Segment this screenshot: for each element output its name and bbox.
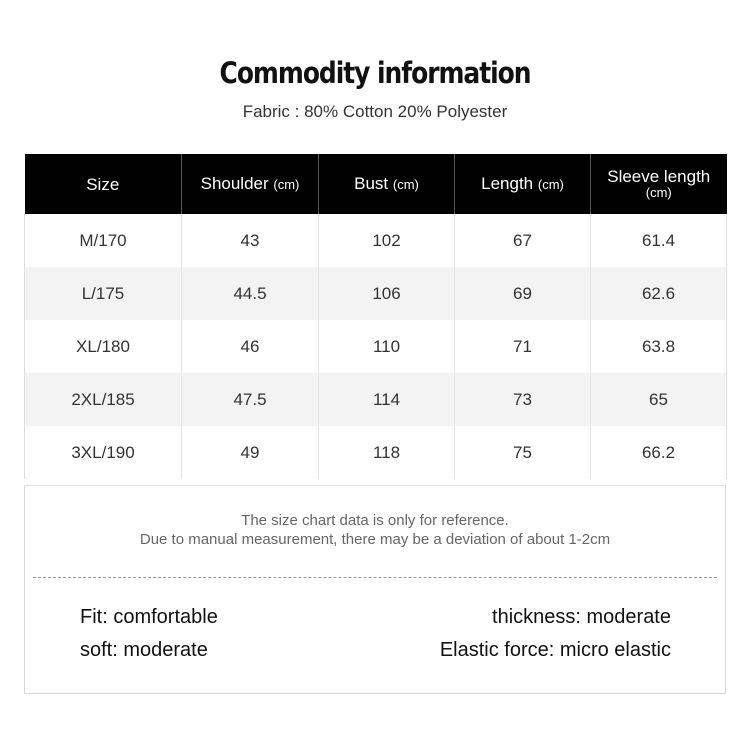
product-details-box	[24, 485, 726, 694]
column-header-size	[25, 154, 182, 214]
table-row	[25, 267, 727, 320]
size-chart	[24, 154, 726, 479]
cell-sleeve-length: 65	[591, 373, 727, 426]
cell-length: 75	[455, 426, 591, 479]
cell-sleeve-length: 62.6	[591, 267, 727, 320]
thickness-attribute: thickness: moderate	[492, 606, 671, 628]
column-header-length	[455, 154, 591, 214]
cell-bust: 106	[319, 267, 455, 320]
column-header-label: Sleeve length	[607, 166, 711, 186]
cell-bust: 110	[319, 320, 455, 373]
column-header-sleeve-length	[591, 154, 727, 214]
cell-size: M/170	[25, 214, 182, 267]
column-header-label: Bust	[354, 174, 393, 193]
size-table	[24, 154, 727, 479]
column-header-unit: (cm)	[645, 184, 672, 200]
cell-sleeve-length: 63.8	[591, 320, 727, 373]
cell-length: 73	[455, 373, 591, 426]
table-row	[25, 320, 727, 373]
cell-size: XL/180	[25, 320, 182, 373]
column-header-shoulder	[182, 154, 319, 214]
cell-shoulder: 44.5	[182, 267, 319, 320]
cell-bust: 118	[319, 426, 455, 479]
cell-shoulder: 46	[182, 320, 319, 373]
column-header-label: Shoulder	[200, 174, 274, 193]
page-title: Commodity information	[219, 56, 531, 90]
cell-sleeve-length: 61.4	[591, 214, 727, 267]
column-header-unit: (cm)	[273, 177, 300, 192]
cell-shoulder: 47.5	[182, 373, 319, 426]
table-header-row	[25, 154, 727, 214]
cell-size: 3XL/190	[25, 426, 182, 479]
table-row	[25, 426, 727, 479]
table-row	[25, 373, 727, 426]
softness-attribute: soft: moderate	[80, 639, 208, 661]
elasticity-attribute: Elastic force: micro elastic	[439, 639, 671, 661]
cell-size: L/175	[25, 267, 182, 320]
cell-length: 69	[455, 267, 591, 320]
cell-bust: 102	[319, 214, 455, 267]
cell-sleeve-length: 66.2	[591, 426, 727, 479]
column-header-unit: (cm)	[392, 177, 419, 192]
cell-length: 67	[455, 214, 591, 267]
dashed-divider	[33, 577, 717, 578]
column-header-bust	[319, 154, 455, 214]
cell-shoulder: 49	[182, 426, 319, 479]
cell-shoulder: 43	[182, 214, 319, 267]
column-header-unit: (cm)	[537, 177, 564, 192]
cell-length: 71	[455, 320, 591, 373]
note-line-reference: The size chart data is only for reference.	[241, 512, 509, 529]
cell-bust: 114	[319, 373, 455, 426]
column-header-label: Size	[86, 174, 120, 194]
table-row	[25, 214, 727, 267]
note-line-deviation: Due to manual measurement, there may be a deviation of about 1-2cm	[139, 531, 611, 548]
fit-attribute: Fit: comfortable	[80, 606, 218, 628]
fabric-info: Fabric : 80% Cotton 20% Polyester	[242, 102, 508, 121]
column-header-label: Length	[481, 174, 538, 193]
measurement-note	[25, 511, 725, 549]
cell-size: 2XL/185	[25, 373, 182, 426]
